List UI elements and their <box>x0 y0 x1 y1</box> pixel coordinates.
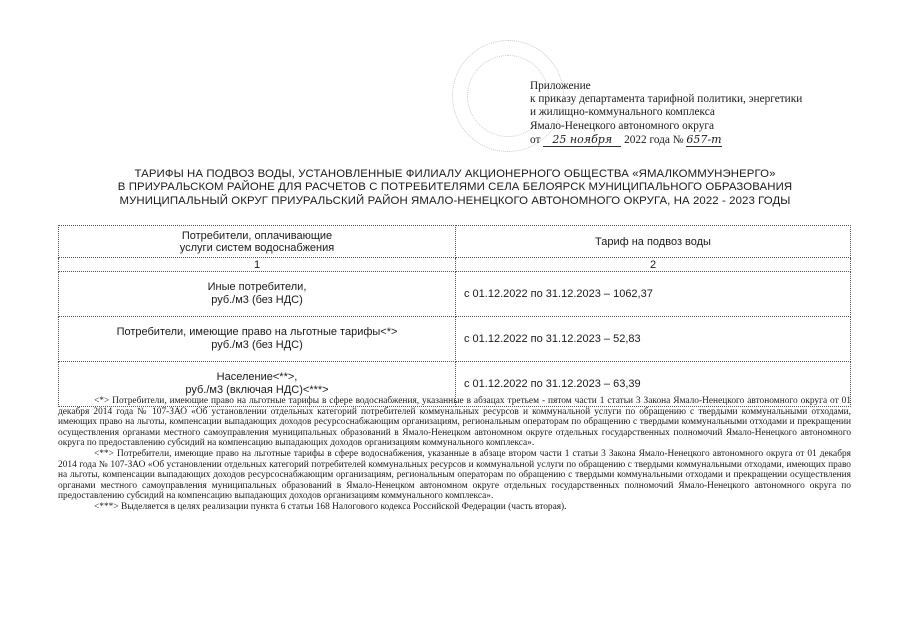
table-row <box>59 317 851 362</box>
footnote-1: <*> Потребители, имеющие право на льготные тарифы в сфере водоснабжения, указанные в абзацах третьем - пятом части 1 статьи 3 Закона Ямало-Ненецкого автономного округа от 01 декабря 2014 года № 107-ЗАО «Об установлении отдельных категорий потребителей коммунальных ресурсов и коммунальной услуги по обращению с твердыми коммунальными отходами, имеющих право на льготы, компенсации выпадающих доходов ресурсоснабжающим организациям, региональным операторам по обращению с твердыми коммунальными отходами и прекращении осуществления органами местного самоуправления муниципальных образований в Ямало-Ненецком автономном округе отдельных государственных полномочий Ямало-Ненецкого автономного округа по предоставлению субсидий на компенсацию выпадающих доходов организациям коммунального комплекса». <box>58 396 851 449</box>
consumer-unit: руб./м3 (включая НДС)<***> <box>185 384 329 396</box>
consumer-cell <box>59 272 456 317</box>
title-line-3: МУНИЦИПАЛЬНЫЙ ОКРУГ ПРИУРАЛЬСКИЙ РАЙОН ЯМАЛО-НЕНЕЦКОГО АВТОНОМНОГО ОКРУГА, НА 2022 - 2023 ГОДЫ <box>119 194 791 207</box>
title-line-2: В ПРИУРАЛЬСКОМ РАЙОНЕ ДЛЯ РАСЧЕТОВ С ПОТРЕБИТЕЛЯМИ СЕЛА БЕЛОЯРСК МУНИЦИПАЛЬНОГО ОБРАЗОВАНИЯ <box>117 181 793 194</box>
tariff-table <box>58 225 851 407</box>
header-consumers-line-1: Потребители, оплачивающие <box>181 229 333 242</box>
header-consumers-line-2: услуги систем водоснабжения <box>179 241 335 254</box>
header-consumers <box>59 226 456 258</box>
header-tariff: Тариф на подвоз воды <box>456 226 851 258</box>
handwritten-number: 657-т <box>686 132 722 146</box>
footnote-2: <**> Потребители, имеющие право на льготные тарифы в сфере водоснабжения, указанные в абзаце втором части 1 статьи 3 Закона Ямало-Ненецкого автономного округа от 01 декабря 2014 года № 107-ЗАО «Об установлении отдельных категорий потребителей коммунальных ресурсов и коммунальной услуги по обращению с твердыми коммунальными отходами, имеющих право на льготы, компенсации выпадающих доходов ресурсоснабжающим организациям, региональным операторам по обращению с твердыми коммунальными отходами и прекращении осуществления органами местного самоуправления муниципальных образований в Ямало-Ненецком автономном округе отдельных государственных полномочий Ямало-Ненецкого автономного округа по предоставлению субсидий на компенсацию выпадающих доходов организациям коммунального комплекса». <box>58 448 851 502</box>
consumer-cell <box>59 317 456 362</box>
consumer-name: Население<**>, <box>216 371 298 383</box>
date-prefix: от <box>530 133 541 146</box>
consumer-unit: руб./м3 (без НДС) <box>211 339 303 351</box>
handwritten-date: 25 ноября <box>543 133 621 147</box>
appendix-date-line <box>530 133 870 147</box>
appendix-region-line: Ямало-Ненецкого автономного округа <box>530 119 715 132</box>
title-line-1: ТАРИФЫ НА ПОДВОЗ ВОДЫ, УСТАНОВЛЕННЫЕ ФИЛИАЛУ АКЦИОНЕРНОГО ОБЩЕСТВА «ЯМАЛКОММУНЭНЕРГО» <box>134 168 776 180</box>
column-number-1: 1 <box>59 258 456 272</box>
date-year: 2022 года № <box>624 133 684 146</box>
footnote-3: <***> Выделяется в целях реализации пункта 6 статьи 168 Налогового кодекса Российской Федерации (часть вторая). <box>94 501 567 512</box>
table-number-row <box>59 258 851 272</box>
tariff-cell: с 01.12.2022 по 31.12.2023 – 1062,37 <box>456 272 851 317</box>
tariff-cell: с 01.12.2022 по 31.12.2023 – 52,83 <box>456 317 851 362</box>
table-header-row <box>59 226 851 258</box>
appendix-order-line: к приказу департамента тарифной политики, энергетики <box>530 93 803 106</box>
appendix-department-line: и жилищно-коммунального комплекса <box>530 106 715 119</box>
consumer-name: Потребители, имеющие право на льготные тарифы<*> <box>116 326 398 338</box>
table-row <box>59 272 851 317</box>
column-number-2: 2 <box>456 258 851 272</box>
document-title <box>60 168 850 208</box>
consumer-name: Иные потребители, <box>207 281 307 293</box>
appendix-block <box>530 80 870 147</box>
consumer-unit: руб./м3 (без НДС) <box>211 294 303 306</box>
footnotes <box>58 396 851 513</box>
tariff-cell: с 01.12.2022 по 31.12.2023 – 63,39 <box>456 362 851 407</box>
appendix-label: Приложение <box>530 80 591 92</box>
